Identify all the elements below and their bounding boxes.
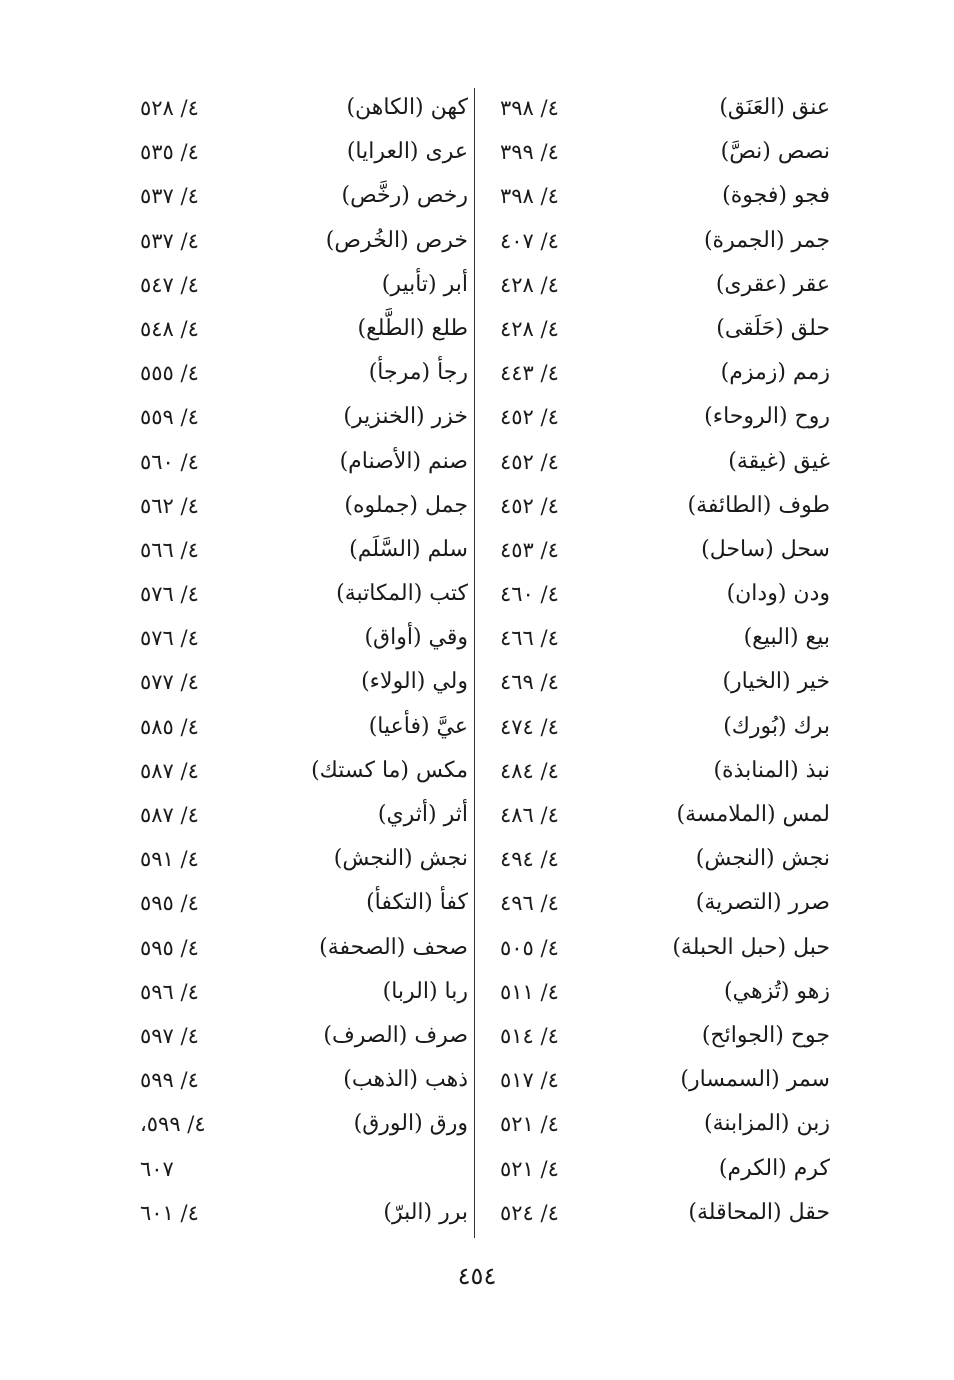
left-column-reference: ٤/ ٥٤٧ [140,272,199,297]
left-column-reference: ٤/ ٥٥٥ [140,361,199,386]
left-column-term: برر (البرّ) [383,1199,468,1225]
right-column-term: حقل (المحاقلة) [688,1199,830,1225]
left-column-reference: ٤/ ٥٩٩، [140,1112,206,1137]
left-column-reference: ٤/ ٥٣٧ [140,184,199,209]
right-column-reference: ٤/ ٥٠٥ [500,935,559,960]
left-column-reference: ٤/ ٥٨٥ [140,714,199,739]
left-column-reference: ٤/ ٥٤٨ [140,316,199,341]
left-column-term: نجش (النجش) [333,846,468,872]
right-column-term: زمم (زمزم) [720,360,830,386]
left-column-term: أثر (أثري) [377,802,468,827]
left-column-term: خرص (الخُرص) [325,227,468,253]
right-column-reference: ٤/ ٤٨٦ [500,803,559,827]
left-column-reference: ٤/ ٥٩٧ [140,1023,199,1048]
index-row [0,883,954,927]
left-column-term: كتب (المكاتبة) [336,581,468,607]
index-row [0,707,954,751]
index-row [0,662,954,706]
left-column-term: جمل (جملوه) [344,492,468,518]
index-row [0,1016,954,1060]
right-column-reference: ٤/ ٤٢٨ [500,316,559,341]
right-column-term: نصص (نصَّ) [720,139,830,165]
left-column-reference: ٤/ ٥٧٦ [140,582,199,607]
left-column-term: طلع (الطَّلع) [357,315,468,341]
right-column-reference: ٤/ ٤٨٤ [500,758,559,783]
index-row [0,442,954,486]
index-row [0,1193,954,1237]
left-column-reference: ٤/ ٥٩٥ [140,935,199,960]
right-column-term: حبل (حبل الحبلة) [672,934,830,960]
right-column-term: نبذ (المنابذة) [713,757,830,783]
left-column-term: صرف (الصرف) [323,1022,468,1048]
index-row [0,618,954,662]
left-column-reference: ٤/ ٥٩٥ [140,891,199,916]
left-column-term: رجأ (مرجأ) [368,360,468,386]
left-column-reference: ٤/ ٥٦٦ [140,537,199,562]
index-row [0,221,954,265]
left-column-term: رخص (رخَّص) [341,183,468,209]
left-column-reference: ٦٠٧ [140,1156,174,1181]
index-row [0,176,954,220]
right-column-term: صرر (التصرية) [695,890,830,916]
right-column-term: لمس (الملامسة) [676,802,830,827]
left-column-term: كفأ (التكفأ) [366,890,468,916]
left-column-reference: ٤/ ٥٩٦ [140,979,199,1004]
index-row [0,928,954,972]
right-column-term: خير (الخيار) [722,669,830,695]
right-column-reference: ٤/ ٤٥٢ [500,405,559,430]
right-column-reference: ٤/ ٤٥٢ [500,449,559,474]
index-row [0,530,954,574]
right-column-term: عقر (عقرى) [715,271,830,297]
left-column-reference: ٤/ ٥٨٧ [140,758,199,783]
right-column-reference: ٤/ ٥٢١ [500,1156,559,1181]
right-column-term: سحل (ساحل) [701,536,830,562]
right-column-reference: ٤/ ٤٩٦ [500,891,559,916]
index-row [0,486,954,530]
index-row [0,972,954,1016]
left-column-reference: ٤/ ٥٦٠ [140,449,199,474]
left-column-reference: ٤/ ٥٩٩ [140,1068,199,1093]
right-column-term: عنق (العَنَق) [719,95,830,120]
right-column-term: فجو (فجوة) [722,183,830,209]
left-column-reference: ٤/ ٥٦٢ [140,493,199,518]
left-column-term: صحف (الصحفة) [319,934,468,960]
right-column-reference: ٤/ ٥٢١ [500,1112,559,1137]
right-column-reference: ٤/ ٥١٧ [500,1068,559,1093]
index-row [0,1060,954,1104]
right-column-term: حلق (حَلَقى) [716,315,830,341]
left-column-reference: ٤/ ٥٧٧ [140,670,199,695]
right-column-term: زبن (المزابنة) [704,1111,830,1137]
left-column-reference: ٤/ ٥٣٥ [140,140,199,165]
right-column-reference: ٤/ ٤٥٣ [500,537,559,562]
left-column-reference: ٤/ ٥٣٧ [140,228,199,253]
right-column-reference: ٤/ ٤٩٤ [500,847,559,872]
right-column-reference: ٤/ ٤٢٨ [500,272,559,297]
right-column-term: بيع (البيع) [743,625,830,651]
index-row [0,309,954,353]
left-column-term: كهن (الكاهن) [346,95,468,120]
left-column-term: عيَّ (فأعيا) [368,713,468,739]
index-row [0,1149,954,1193]
index-row [0,265,954,309]
right-column-reference: ٤/ ٤٦٦ [500,626,559,651]
index-row [0,839,954,883]
right-column-reference: ٤/ ٤٧٤ [500,714,559,739]
right-column-term: كرم (الكرم) [718,1155,830,1181]
right-column-term: ودن (ودان) [726,581,830,607]
left-column-reference: ٤/ ٥٧٦ [140,626,199,651]
left-column-reference: ٤/ ٦٠١ [140,1200,199,1225]
right-column-term: برك (بُورك) [723,713,830,739]
right-column-term: جوح (الجوائح) [701,1022,830,1048]
right-column-reference: ٤/ ٤٦٠ [500,582,559,607]
left-column-term: مكس (ما كستك) [311,757,468,783]
left-column-term: وقي (أواق) [364,625,468,651]
index-row [0,397,954,441]
left-column-term: ربا (الربا) [382,978,468,1004]
page-number: ٤٥٤ [457,1262,497,1290]
left-column-term: صنم (الأصنام) [339,448,468,474]
left-column-reference: ٤/ ٥٩١ [140,847,199,872]
index-row [0,795,954,839]
right-column-reference: ٤/ ٣٩٨ [500,184,559,209]
right-column-reference: ٤/ ٣٩٩ [500,140,559,165]
right-column-reference: ٤/ ٥١٤ [500,1023,559,1048]
right-column-term: سمر (السمسار) [680,1067,830,1093]
right-column-reference: ٤/ ٣٩٨ [500,96,559,120]
index-row [0,751,954,795]
left-column-term: عرى (العرايا) [346,139,468,165]
right-column-term: طوف (الطائفة) [687,492,830,518]
left-column-reference: ٤/ ٥٨٧ [140,803,199,827]
left-column-term: ذهب (الذهب) [343,1067,468,1093]
right-column-reference: ٤/ ٥١١ [500,979,559,1004]
left-column-reference: ٤/ ٥٢٨ [140,96,199,120]
right-column-reference: ٤/ ٤٤٣ [500,361,559,386]
right-column-term: جمر (الجمرة) [703,227,830,253]
left-column-term: سلم (السَّلَم) [349,536,468,562]
index-list [0,88,954,1237]
right-column-reference: ٤/ ٤٥٢ [500,493,559,518]
index-row [0,353,954,397]
left-column-term: خزر (الخنزير) [343,404,468,430]
left-column-term: ورق (الورق) [353,1111,468,1137]
right-column-reference: ٤/ ٤٦٩ [500,670,559,695]
index-row [0,88,954,132]
right-column-reference: ٤/ ٥٢٤ [500,1200,559,1225]
index-row [0,132,954,176]
left-column-reference: ٤/ ٥٥٩ [140,405,199,430]
left-column-term: ولي (الولاء) [361,669,468,695]
right-column-term: نجش (النجش) [695,846,830,872]
right-column-reference: ٤/ ٤٠٧ [500,228,559,253]
index-row [0,1104,954,1148]
left-column-term: أبر (تأبير) [381,271,468,297]
right-column-term: روح (الروحاء) [704,404,830,430]
index-row [0,574,954,618]
right-column-term: غيق (غيقة) [728,448,830,474]
right-column-term: زهو (تُزهي) [724,978,830,1004]
